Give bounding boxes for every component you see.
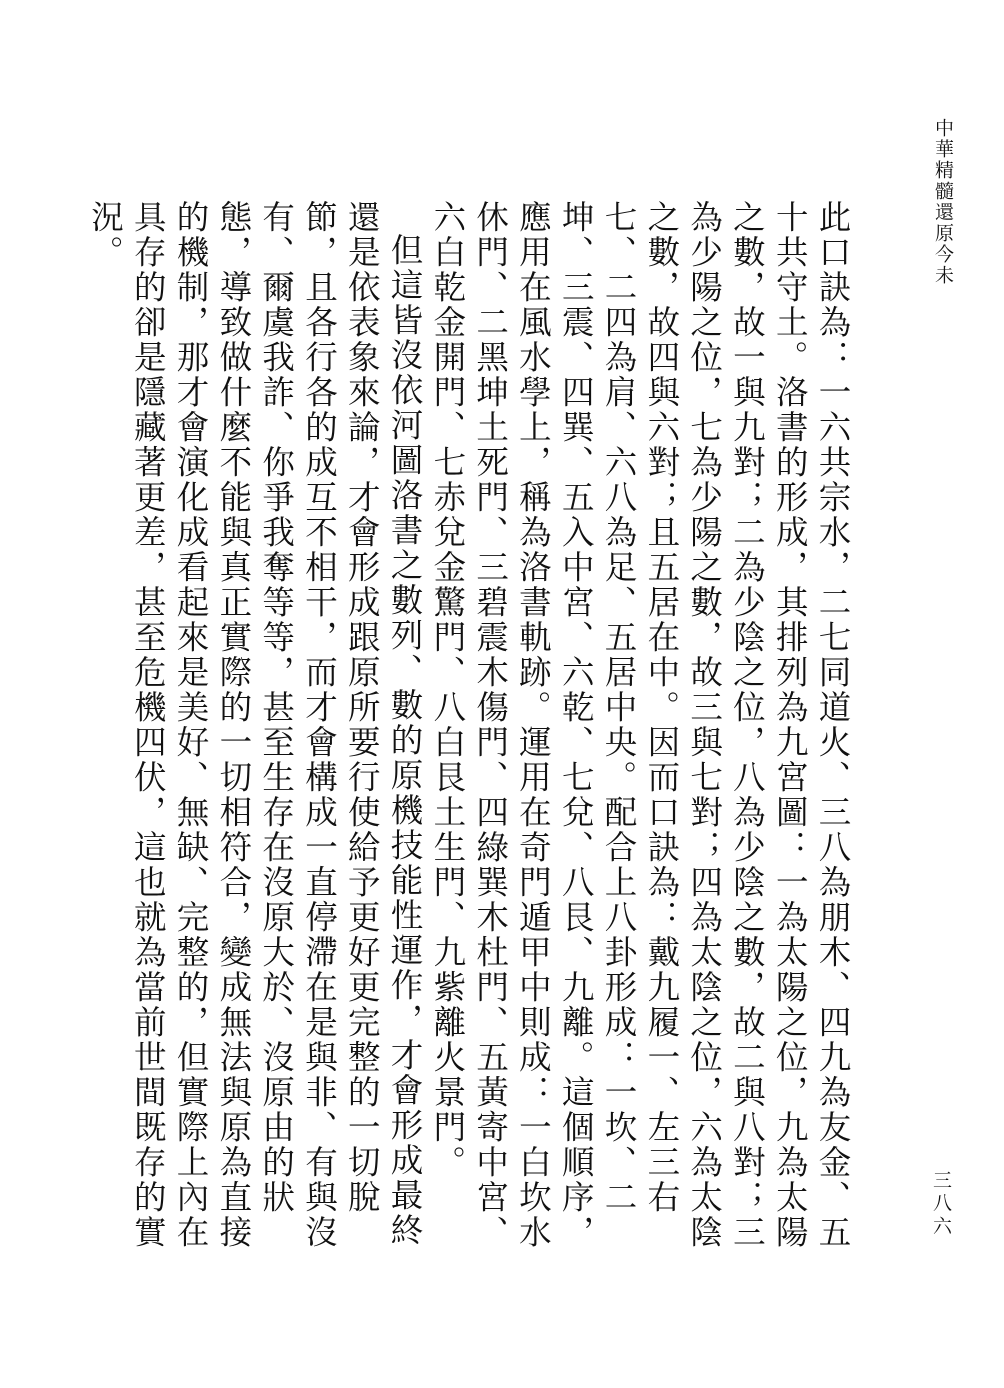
- body-text: [84, 200, 854, 1280]
- page-number: 三八六: [930, 1170, 952, 1239]
- running-title: 中華精髓還原今未: [932, 118, 954, 286]
- paragraph-commentary: 但這皆沒依河圖洛書之數列、數的原機技能性運作，才會形成最終還是依表象來論，才會形成跟原所要行使給予更好更完整的一切脫節，且各行各的成互不相干，而才會構成一直停滯在是與非、有與沒有、爾虞我詐、你爭我奪等等，甚至生存在沒原大於、沒原由的狀態，導致做什麼不能與真正實際的一切相符合，變成無法與原為直接的機制，那才會演化成看起來是美好、無缺、完整的，但實際上內在具存的卻是隱藏著更差，甚至危機四伏，這也就為當前世間既存的實況。: [86, 200, 425, 1250]
- paragraph-luoshu: 此口訣為：一六共宗水，二七同道火、三八為朋木、四九為友金、五十共守土。洛書的形成，其排列為九宮圖：一為太陽之位，九為太陽之數，故一與九對；二為少陰之位，八為少陰之數，故二與八對；三為少陽之位，七為少陽之數，故三與七對；四為太陰之位，六為太陰之數，故四與六對；且五居在中。因而口訣為：戴九履一、左三右七、二四為肩、六八為足、五居中央。配合上八卦形成：一坎、二坤、三震、四巽、五入中宮、六乾、七兌、八艮、九離。這個順序，應用在風水學上，稱為洛書軌跡。運用在奇門遁甲中則成：一白坎水休門、二黑坤土死門、三碧震木傷門、四綠巽木杜門、五黃寄中宮、六白乾金開門、七赤兌金驚門、八白艮土生門、九紫離火景門。: [428, 200, 852, 1250]
